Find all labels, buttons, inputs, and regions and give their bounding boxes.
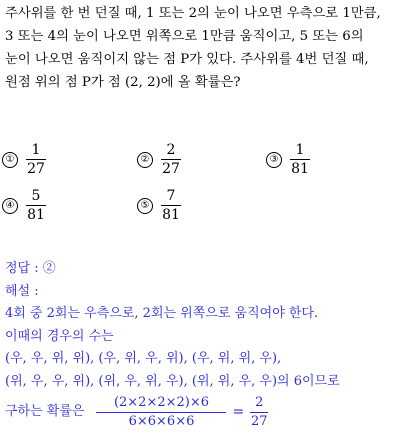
final-probability — [5, 395, 397, 430]
solution-line: 4회 중 2회는 우측으로, 2회는 위쪽으로 움직여야 한다. — [5, 306, 319, 321]
final-label: 구하는 확률은 — [5, 404, 85, 420]
choice-fraction — [26, 142, 46, 177]
choice-fraction — [290, 142, 310, 177]
choice-5[interactable] — [137, 188, 181, 223]
denominator: 81 — [162, 207, 180, 223]
problem-line: 눈이 나오면 움직이지 않는 점 P가 있다. 주사위를 4번 던질 때, — [5, 52, 369, 67]
choice-fraction — [161, 142, 181, 177]
denominator: 27 — [250, 414, 268, 429]
solution-line: (위, 우, 우, 위), (위, 우, 위, 우), (위, 위, 우, 우)의 6이므로 — [5, 373, 340, 389]
denominator: 81 — [27, 207, 45, 223]
fraction-bar — [26, 205, 46, 206]
numerator: 7 — [166, 188, 176, 204]
fraction-bar — [250, 412, 268, 413]
fraction-bar — [290, 159, 310, 160]
numerator: 2 — [166, 142, 176, 158]
fraction-bar — [26, 159, 46, 160]
choice-4[interactable] — [2, 188, 46, 223]
denominator: 81 — [291, 161, 309, 177]
problem-text — [5, 2, 397, 94]
choice-number: ③ — [266, 152, 282, 168]
choice-number: ① — [2, 152, 18, 168]
answer-choices — [0, 142, 400, 232]
choice-fraction — [26, 188, 46, 223]
numerator: (2×2×2×2)×6 — [113, 395, 210, 410]
choice-number: ④ — [2, 198, 18, 214]
final-expression — [96, 395, 226, 430]
fraction-bar — [161, 205, 181, 206]
numerator: 1 — [295, 142, 305, 158]
choice-3[interactable] — [266, 142, 310, 177]
solution-line: (우, 우, 위, 위), (우, 위, 우, 위), (우, 위, 위, 우), — [5, 351, 282, 366]
fraction-bar — [96, 412, 226, 413]
choice-number: ② — [137, 152, 153, 168]
problem-line: 주사위를 한 번 던질 때, 1 또는 2의 눈이 나오면 우측으로 1만큼, — [5, 6, 381, 21]
solution-header: 해설 : — [5, 283, 39, 299]
fraction-bar — [161, 159, 181, 160]
numerator: 5 — [31, 188, 41, 204]
answer-line: 정답 : ② — [5, 261, 56, 276]
equals-sign: = — [232, 404, 245, 421]
denominator: 27 — [162, 161, 180, 177]
problem-line: 원점 위의 점 P가 점 (2, 2)에 올 확률은? — [5, 75, 241, 90]
solution-line: 이때의 경우의 수는 — [5, 328, 114, 344]
problem-line: 3 또는 4의 눈이 나오면 위쪽으로 1만큼 움직이고, 5 또는 6의 — [5, 29, 364, 44]
choice-2[interactable] — [137, 142, 181, 177]
final-result — [250, 395, 268, 430]
numerator: 1 — [31, 142, 41, 158]
solution-block — [5, 258, 397, 430]
denominator: 6×6×6×6 — [128, 414, 195, 429]
choice-number: ⑤ — [137, 198, 153, 214]
denominator: 27 — [27, 161, 45, 177]
choice-1[interactable] — [2, 142, 46, 177]
choice-fraction — [161, 188, 181, 223]
numerator: 2 — [255, 395, 264, 410]
